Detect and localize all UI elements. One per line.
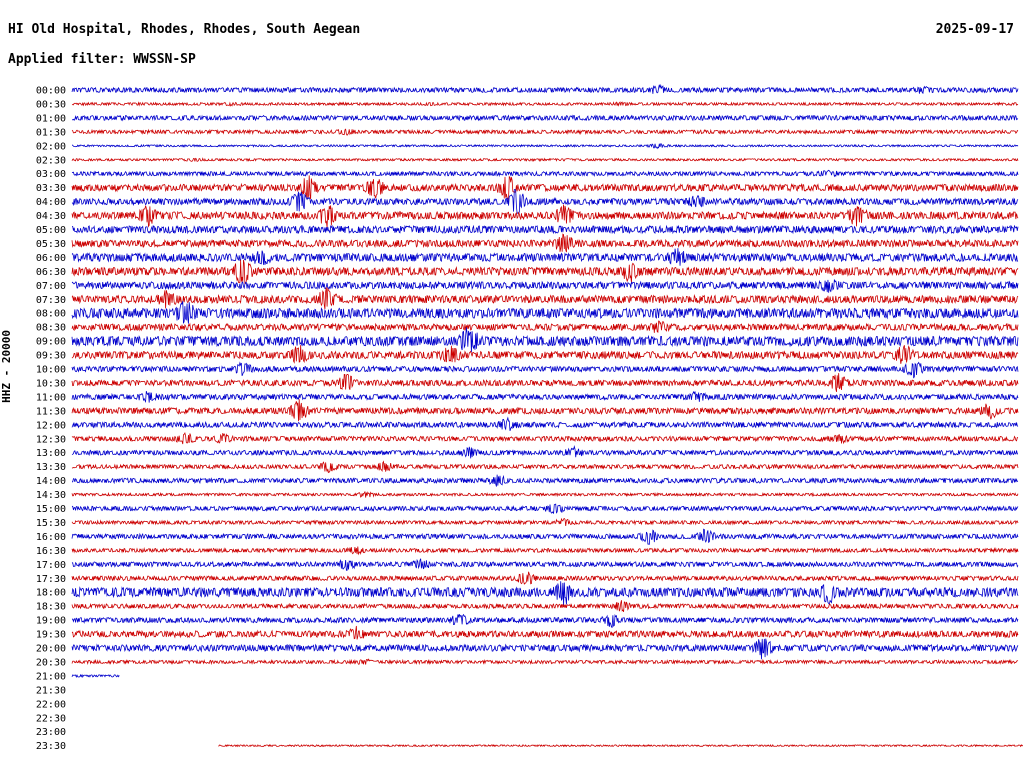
time-tick-label: 00:30: [35, 99, 66, 111]
time-tick-label: 02:30: [35, 155, 66, 167]
trace-line: [72, 189, 1018, 213]
trace-line: [72, 144, 1018, 149]
trace-line: [72, 321, 1018, 333]
trace-line: [72, 226, 1018, 233]
time-tick-label: 05:30: [35, 238, 66, 250]
time-tick-label: 22:00: [35, 699, 66, 711]
chart-header: [0, 0, 1024, 76]
trace-line: [72, 547, 1018, 555]
trace-line: [72, 345, 1018, 364]
trace-line: [72, 85, 1018, 94]
trace-line: [72, 363, 1018, 379]
time-tick-label: 13:30: [35, 462, 66, 474]
time-tick-label: 07:30: [35, 294, 66, 306]
time-tick-label: 14:30: [35, 490, 66, 502]
trace-line: [72, 572, 1018, 584]
date-label: 2025-09-17: [935, 22, 1014, 37]
time-tick-label: 07:00: [35, 280, 66, 292]
trace-line: [72, 491, 1018, 497]
time-tick-label: 22:30: [35, 713, 66, 725]
trace-line: [72, 626, 1018, 639]
trace-line: [72, 205, 1018, 228]
helicorder-plot: [0, 76, 1024, 776]
time-tick-label: 19:00: [35, 615, 66, 627]
trace-line: [72, 559, 1018, 571]
trace-line: [72, 529, 1018, 544]
time-tick-label: 03:00: [35, 169, 66, 181]
time-tick-label: 08:00: [35, 308, 66, 320]
trace-line: [72, 462, 1018, 473]
filter-label: Applied filter: WWSSN-SP: [8, 52, 196, 67]
time-tick-label: 14:00: [35, 476, 66, 488]
time-tick-label: 21:00: [35, 671, 66, 683]
trace-line: [72, 373, 1018, 392]
trace-line: [72, 659, 1018, 664]
time-tick-label: 12:30: [35, 434, 66, 446]
time-tick-label: 01:30: [35, 127, 66, 139]
time-tick-label: 06:30: [35, 266, 66, 278]
time-tick-label: 10:30: [35, 378, 66, 390]
trace-line: [72, 418, 1018, 431]
trace-line: [72, 102, 1018, 106]
trace-line: [72, 248, 1018, 266]
trace-line: [72, 175, 1018, 199]
time-tick-label: 15:00: [35, 504, 66, 515]
trace-line: [72, 675, 119, 677]
time-tick-label: 23:30: [35, 741, 66, 753]
time-tick-label: 18:00: [35, 587, 66, 599]
time-tick-label: 05:00: [35, 225, 66, 236]
trace-line: [72, 158, 1018, 161]
time-tick-label: 04:00: [35, 197, 66, 209]
time-tick-label: 03:30: [35, 183, 66, 195]
trace-line: [72, 639, 1018, 660]
time-tick-label: 00:00: [35, 85, 66, 97]
trace-line: [72, 519, 1018, 526]
trace-line: [72, 391, 1018, 402]
trace-line: [72, 581, 1018, 605]
time-tick-label: 18:30: [35, 601, 66, 613]
trace-line: [72, 475, 1018, 487]
trace-line: [72, 260, 1018, 284]
trace-line: [219, 745, 1023, 747]
time-tick-label: 16:00: [35, 531, 66, 543]
trace-line: [72, 280, 1018, 293]
trace-line: [72, 234, 1018, 252]
trace-line: [72, 116, 1018, 121]
time-tick-label: 04:30: [35, 211, 66, 223]
time-tick-label: 17:00: [35, 559, 66, 571]
time-tick-label: 11:00: [35, 392, 66, 404]
time-tick-label: 19:30: [35, 629, 66, 641]
trace-line: [72, 129, 1018, 135]
time-tick-label: 13:00: [35, 448, 66, 460]
time-tick-label: 09:30: [35, 350, 66, 362]
time-tick-label: 17:30: [35, 573, 66, 585]
time-tick-label: 20:00: [35, 643, 66, 655]
trace-line: [72, 170, 1018, 176]
trace-line: [72, 504, 1018, 513]
trace-line: [72, 287, 1018, 309]
time-tick-label: 09:00: [35, 336, 66, 348]
time-tick-label: 12:00: [35, 420, 66, 432]
trace-line: [72, 327, 1018, 352]
trace-line: [72, 614, 1018, 627]
time-tick-label: 06:00: [35, 252, 66, 264]
time-tick-label: 10:00: [35, 364, 66, 376]
trace-line: [72, 433, 1018, 444]
time-tick-label: 23:00: [35, 727, 66, 739]
time-tick-label: 11:30: [35, 406, 66, 418]
y-axis-label: HHZ - 20000: [0, 330, 13, 403]
time-tick-label: 01:00: [35, 113, 66, 125]
trace-line: [72, 399, 1018, 421]
time-tick-label: 02:00: [35, 141, 66, 153]
time-tick-label: 20:30: [35, 657, 66, 669]
trace-line: [72, 600, 1018, 612]
page-title: HI Old Hospital, Rhodes, Rhodes, South Aegean: [8, 22, 361, 37]
time-tick-label: 16:30: [35, 545, 66, 557]
trace-line: [72, 301, 1018, 323]
trace-line: [72, 447, 1018, 459]
time-tick-label: 15:30: [35, 517, 66, 529]
time-tick-label: 21:30: [35, 685, 66, 697]
time-tick-label: 08:30: [35, 322, 66, 334]
